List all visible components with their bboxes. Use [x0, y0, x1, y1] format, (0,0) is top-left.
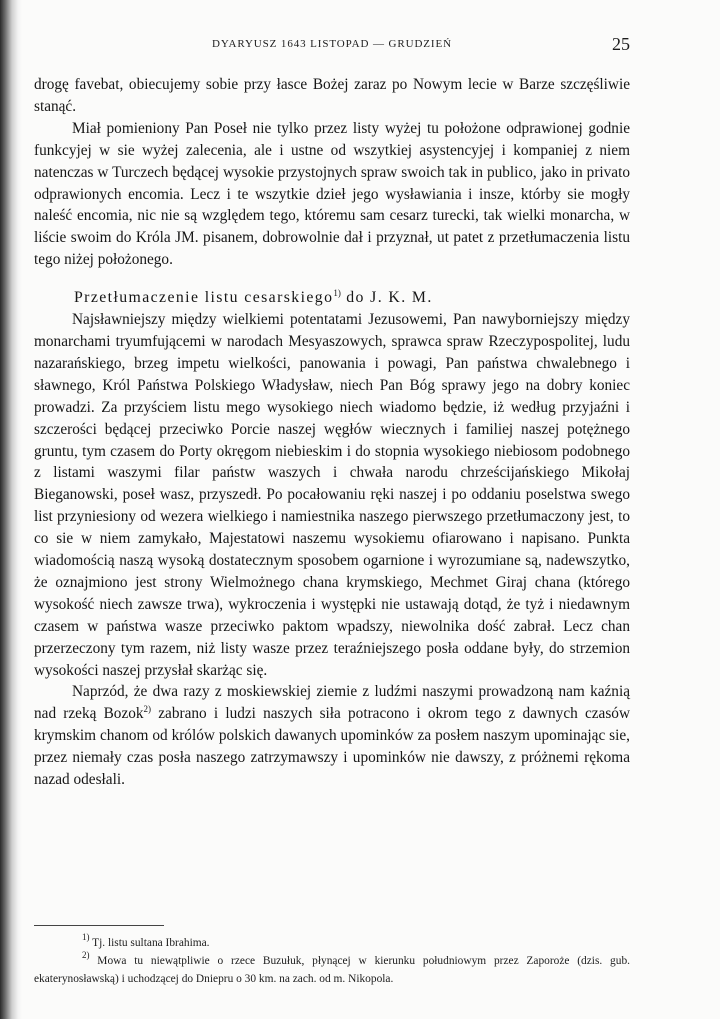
paragraph-envoy-praise: Miał pomieniony Pan Poseł nie tylko przez listy wyżej tu położone odprawionej godnie funkcyjej w sie wyżej zalecenia, ale i ustne od wszytkiej asystencyjej i kompaniej z niem natenczas w Turczech będącej wysokie przystojnych spraw swoich tak in publico, jako in privato odprawionych encomia. Lecz i te wszytkie dzieł jego wysławiania i insze, którby sie mogły naleść encomia, nic nie są względem tego, któremu sam cesarz turecki, tak wielki monarcha, w liście swoim do Króla JM. pisanem, dobrowolnie dał i przyznał, ut patet z przetłumaczenia listu tego niżej położonego.: [34, 119, 630, 269]
footnote-2-marker: 2): [82, 950, 90, 960]
running-title: DYARYUSZ 1643 LISTOPAD — GRUDZIEŃ: [212, 38, 452, 50]
page-number: 25: [612, 34, 630, 54]
footnote-1-marker: 1): [82, 932, 90, 942]
footnotes: [34, 934, 630, 988]
section-heading-text: Przetłumaczenie listu cesarskiego: [74, 289, 334, 307]
paragraph-complaints-part1: Naprzód, że dwa razy z moskiewskiej ziemie z ludźmi naszymi prowadzoną nam kaźnią nad rzeką Bozok: [34, 683, 630, 723]
footnote-ref-2: 2): [143, 704, 152, 715]
footnote-1: [34, 934, 630, 952]
footnote-1-text: Tj. listu sultana Ibrahima.: [89, 937, 210, 949]
section-heading-tail: do J. K. M.: [340, 289, 433, 307]
paragraph-complaints: [34, 681, 630, 791]
footnote-2-text: Mowa tu niewątpliwie o rzece Buzułuk, płynącej w kierunku południowym przez Zaporoże (dzis. gub. ekaterynosławską) i uchodzącej do Dniepru o 30 km. na zach. od m. Nikopola.: [34, 955, 630, 985]
paragraph-continuation: drogę favebat, obiecujemy sobie przy łasce Bożej zaraz po Nowym lecie w Barze szczęśliwie stanąć.: [34, 76, 630, 115]
paragraph-complaints-part2: zabrano i ludzi naszych siła potracono i okrom tego z dawnych czasów krymskim chanom od królów polskich dawanych upominków za posłem naszym upominając sie, przez niemały czas posła naszego zatrzymawszy i upominków nie dawszy, z próżnemi rękoma nazad odesłali.: [34, 705, 630, 789]
running-header: [34, 34, 630, 58]
main-text: [34, 74, 630, 791]
scan-binding-edge: [0, 0, 22, 1019]
section-heading: [34, 287, 630, 309]
footnote-2: [34, 952, 630, 988]
paragraph-letter-opening: Najsławniejszy między wielkiemi potentatami Jezusowemi, Pan nawyborniejszy między monarchami tryumfującemi w narodach Mesyaszowych, sprawca spraw Rzeczypospolitej, ludu nazarańskiego, brzeg impetu wielkości, panowania i powagi, Pan państwa chwalebnego i sławnego, Król Państwa Polskiego Władysław, niech Pan Bóg sprawy jego na dobry koniec prowadzi. Za przyściem listu mego wysokiego niech wiadomo będzie, iż według przyjaźni i szczerości będącej przeciwko Porcie naszej węgłów wiecznych i familiej naszej potężnego gruntu, tym czasem do Porty okręgom niebieskim i do stopnia wysokiego niebiosom podobnego z listami waszymi filar państw waszych i chwała narodu chrześcijańskiego Mikołaj Bieganowski, poseł wasz, przyszedł. Po pocałowaniu ręki naszej i po oddaniu poselstwa swego list przyniesiony od wezera wielkiego i namiestnika naszego pierwszego przetłumaczony jest, to co sie w niem zamykało, Majestatowi naszemu wysokiemu ofiarowano i napisano. Punkta wiadomością naszą wysoką dostatecznym sposobem ogarnione i wyrozumiane są, nadewszytko, że oznajmiono jest strony Wielmożnego chana krymskiego, Mechmet Giraj chana (którego wysokość niech zawsze trwa), wykroczenia i występki nie ustawają dotąd, że tyż i niedawnym czasem w państwa wasze przeciwko paktom wpadszy, niewolnika dość zabrał. Lecz chan przerzeczony tym razem, niż listy wasze przez teraźniejszego posła oddane były, do strzemion wysokości naszej przysłał skarżąc się.: [34, 311, 630, 679]
footnote-separator: [34, 925, 164, 926]
footnote-ref-1: 1): [333, 288, 341, 299]
